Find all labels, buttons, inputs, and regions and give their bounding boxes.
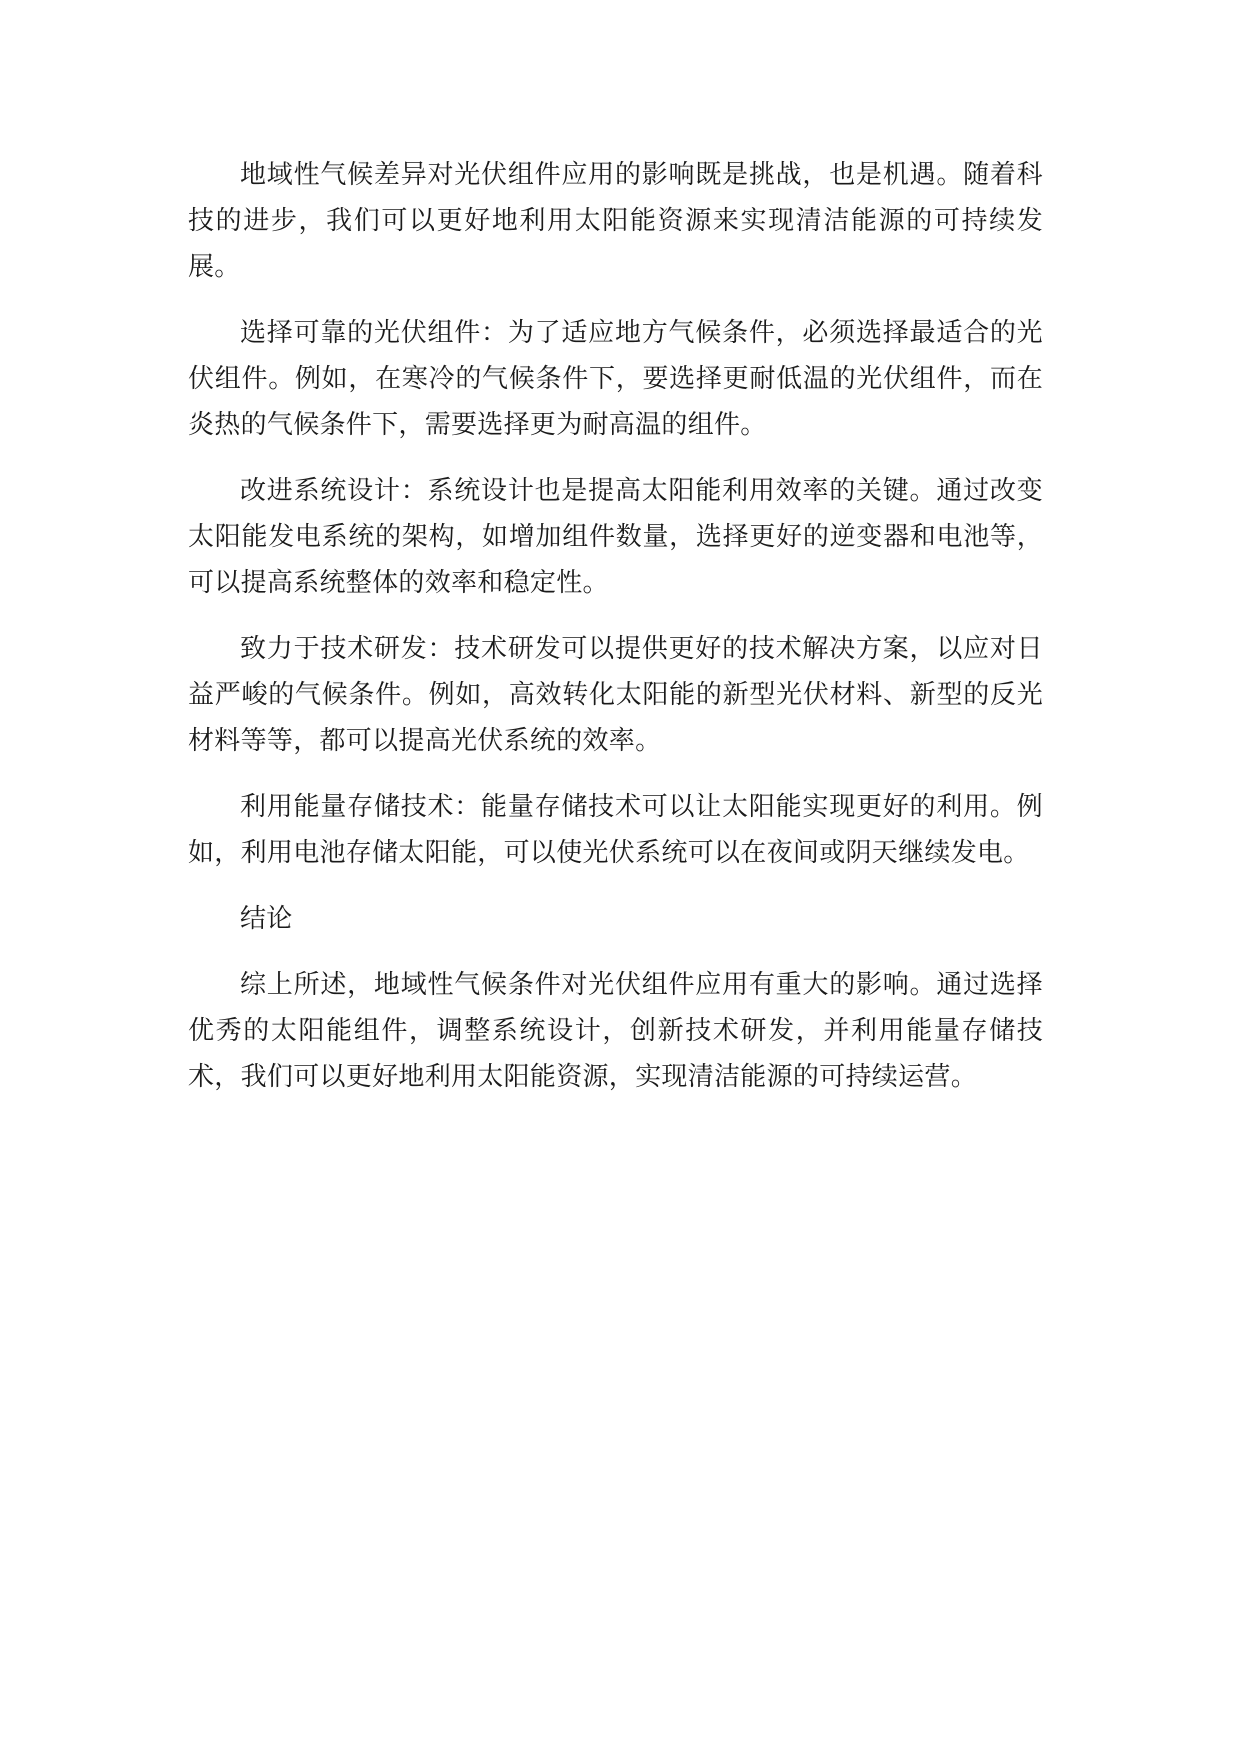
document-body (188, 152, 1043, 1120)
conclusion-heading: 结论 (240, 904, 293, 934)
paragraph-reliable-modules: 选择可靠的光伏组件：为了适应地方气候条件，必须选择最适合的光伏组件。例如，在寒冷的气候条件下，要选择更耐低温的光伏组件，而在炎热的气候条件下，需要选择更为耐高温的组件。 (188, 318, 1043, 440)
paragraph-intro: 地域性气候差异对光伏组件应用的影响既是挑战，也是机遇。随着科技的进步，我们可以更好地利用太阳能资源来实现清洁能源的可持续发展。 (188, 160, 1043, 282)
paragraph-rnd: 致力于技术研发：技术研发可以提供更好的技术解决方案，以应对日益严峻的气候条件。例如，高效转化太阳能的新型光伏材料、新型的反光材料等等，都可以提高光伏系统的效率。 (188, 634, 1043, 756)
paragraph-system-design: 改进系统设计：系统设计也是提高太阳能利用效率的关键。通过改变太阳能发电系统的架构，如增加组件数量，选择更好的逆变器和电池等，可以提高系统整体的效率和稳定性。 (188, 476, 1043, 598)
paragraph-energy-storage: 利用能量存储技术：能量存储技术可以让太阳能实现更好的利用。例如，利用电池存储太阳能，可以使光伏系统可以在夜间或阴天继续发电。 (188, 792, 1043, 868)
paragraph-conclusion: 综上所述，地域性气候条件对光伏组件应用有重大的影响。通过选择优秀的太阳能组件，调整系统设计，创新技术研发，并利用能量存储技术，我们可以更好地利用太阳能资源，实现清洁能源的可持续运营。 (188, 970, 1043, 1092)
